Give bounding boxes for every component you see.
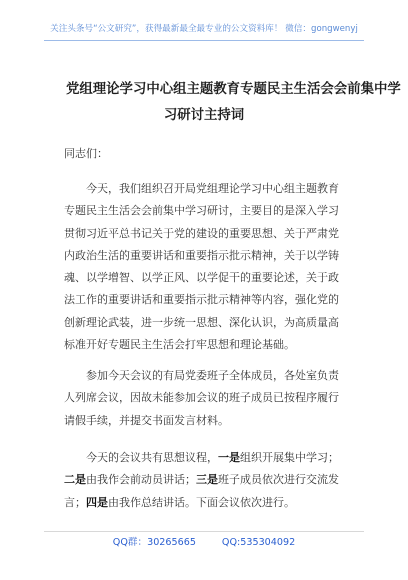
agenda-item-2-text: 由我作会前动员讲话；: [86, 473, 196, 487]
agenda-item-2-marker: 二是: [64, 473, 86, 487]
paragraph-line: 人列席会议，因故未能参加会议的班子成员已按程序履行: [64, 391, 339, 405]
footer: [0, 534, 408, 548]
agenda-item-4-marker: 四是: [86, 495, 108, 509]
footer-qq-group: QQ群：30265665: [112, 537, 196, 548]
agenda-item-1-marker: 一是: [218, 451, 240, 464]
paragraph-line: 创新理论武装，进一步统一思想、深化认识，为高质量高: [64, 315, 339, 329]
agenda-item-4-text: 由我作总结讲话。下面会议依次进行。: [108, 495, 295, 509]
paragraph-line: 参加今天会议的有局党委班子全体成员，各处室负责: [86, 369, 339, 382]
paragraph-line: 内政治生活的重要讲话和重要指示批示精神，关于以学铸: [64, 248, 339, 262]
paragraph-line: 贯彻习近平总书记关于党的建设的重要思想、关于严肃党: [64, 226, 339, 240]
paragraph-line: 法工作的重要讲话和重要指示批示精神等内容，强化党的: [64, 293, 339, 307]
paragraph-line: 今天，我们组织召开局党组理论学习中心组主题教育: [86, 182, 339, 195]
agenda-item-3-marker: 三是: [196, 473, 218, 487]
paragraph-line: 请假手续，并提交书面发言材料。: [64, 413, 229, 427]
header-banner: 关注头条号“公文研究”，获得最新最全最专业的公文资料库！ 微信：gongwenyj: [50, 24, 358, 34]
paragraph-line: 标准开好专题民主生活会打牢思想和理论基础。: [64, 338, 295, 352]
agenda-item-3-text: 班子成员依次进行交流发: [218, 473, 339, 487]
paragraph-line: 魂、以学增智、以学正风、以学促干的重要论述，关于政: [64, 271, 339, 285]
paragraph-line: [64, 469, 350, 491]
paragraph-1: [64, 178, 350, 356]
header-divider: [44, 40, 364, 41]
paragraph-line: [64, 447, 350, 469]
paragraph-3: [64, 447, 350, 514]
agenda-intro: 今天的会议共有思想议程，: [86, 451, 218, 464]
paragraph-line: [64, 492, 350, 514]
footer-qq: QQ:535304092: [221, 537, 296, 548]
agenda-item-1-text: 组织开展集中学习；: [240, 451, 339, 464]
document-title: [66, 76, 401, 128]
salutation: 同志们：: [64, 147, 108, 160]
paragraph-line: 专题民主生活会会前集中学习研讨，主要目的是深入学习: [64, 204, 339, 218]
footer-divider: [44, 531, 364, 532]
paragraph-2: [64, 365, 350, 432]
agenda-item-3-text-end: 言；: [64, 495, 86, 509]
title-line-2: 习研讨主持词: [163, 107, 245, 123]
title-line-1: 党组理论学习中心组主题教育专题民主生活会会前集中学: [66, 81, 401, 97]
